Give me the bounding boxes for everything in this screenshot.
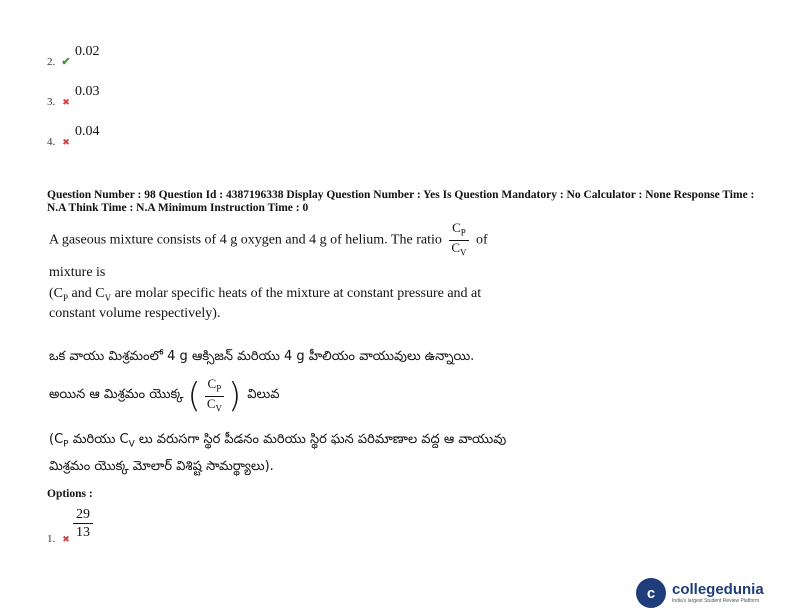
ratio-fraction: [449, 221, 468, 259]
ratio-denominator: C: [451, 239, 461, 255]
ratio-fraction-parenthesized: ( $\frac{C_P}{C_V}$ ): [187, 376, 242, 417]
text-part: విలువ: [247, 387, 280, 403]
prev-option-2: [47, 44, 100, 68]
option-number: 1.: [47, 533, 56, 545]
question-text: A gaseous mixture consists of 4 g oxygen and 4 g of helium. The ratio: [49, 232, 442, 248]
answer-fraction: [73, 506, 93, 541]
option-value: 0.04: [75, 124, 100, 139]
ratio-numerator: C: [452, 220, 461, 235]
option-value: 0.02: [75, 44, 100, 59]
prev-option-3: [47, 84, 100, 108]
question-english-line1: [49, 221, 488, 259]
question-english-line4: constant volume respectively).: [49, 306, 221, 321]
cross-icon: ✖: [62, 534, 70, 544]
answer-denominator: 13: [73, 523, 93, 541]
question-text-suffix: of: [476, 232, 488, 248]
ratio-denominator-sub: V: [460, 247, 467, 258]
option-value: 0.03: [75, 84, 100, 99]
text-part: and C: [68, 286, 105, 301]
text-part: are molar specific heats of the mixture at constant pressure and at: [111, 286, 482, 301]
cross-icon: ✖: [62, 137, 70, 147]
prev-option-4: [47, 124, 100, 148]
options-label: Options :: [47, 488, 93, 500]
logo-tagline: India's largest Student Review Platform: [672, 597, 760, 604]
option-number: 2.: [47, 56, 56, 68]
ratio-denominator: C: [206, 395, 216, 411]
question-english-line3: [49, 286, 481, 303]
option-number: 3.: [47, 96, 56, 108]
subscript: P: [63, 292, 69, 303]
ratio-numerator: C: [207, 376, 217, 391]
logo-badge-icon: c: [636, 578, 666, 608]
checkmark-icon: ✔: [61, 56, 71, 68]
text-part: లు వరుసగా స్థిర పీడనం మరియు స్థిర ఘన పరిమాణాల వద్ద ఆ వాయువు: [134, 432, 507, 447]
text-part: (C: [49, 432, 64, 447]
question-telugu-line1: ఒక వాయు మిశ్రమంలో 4 g ఆక్సిజన్ మరియు 4 g హీలియం వాయువులు ఉన్నాయి.: [49, 349, 475, 364]
option-number: 4.: [47, 136, 56, 148]
subscript: V: [104, 292, 112, 303]
text-part: (C: [49, 286, 63, 301]
question-telugu-line4: మిశ్రమం యొక్క మోలార్ విశిష్ట సామర్థ్యాలు).: [49, 459, 274, 474]
answer-numerator: 29: [76, 507, 90, 522]
ratio-denominator-sub: V: [215, 403, 222, 414]
text-part: మరియు C: [68, 432, 129, 447]
question-telugu-line2: [49, 377, 279, 415]
question-english-line2: mixture is: [49, 265, 106, 280]
subscript: P: [63, 439, 69, 450]
collegedunia-logo: [636, 578, 764, 608]
ratio-numerator-sub: P: [216, 383, 222, 394]
question-telugu-line3: [49, 432, 506, 450]
subscript: V: [128, 439, 135, 450]
cross-icon: ✖: [62, 97, 70, 107]
answer-option-1: [47, 533, 73, 545]
text-part: అయిన ఆ మిశ్రమం యొక్క: [49, 387, 184, 403]
ratio-numerator-sub: P: [460, 227, 466, 238]
question-meta: Question Number : 98 Question Id : 4387196338 Display Question Number : Yes Is Question Mandatory : No Calculator : None Response Time : N.A Think Time : N.A Minimum Instruction Time : 0: [47, 189, 755, 214]
logo-name: collegedunia: [672, 580, 764, 598]
